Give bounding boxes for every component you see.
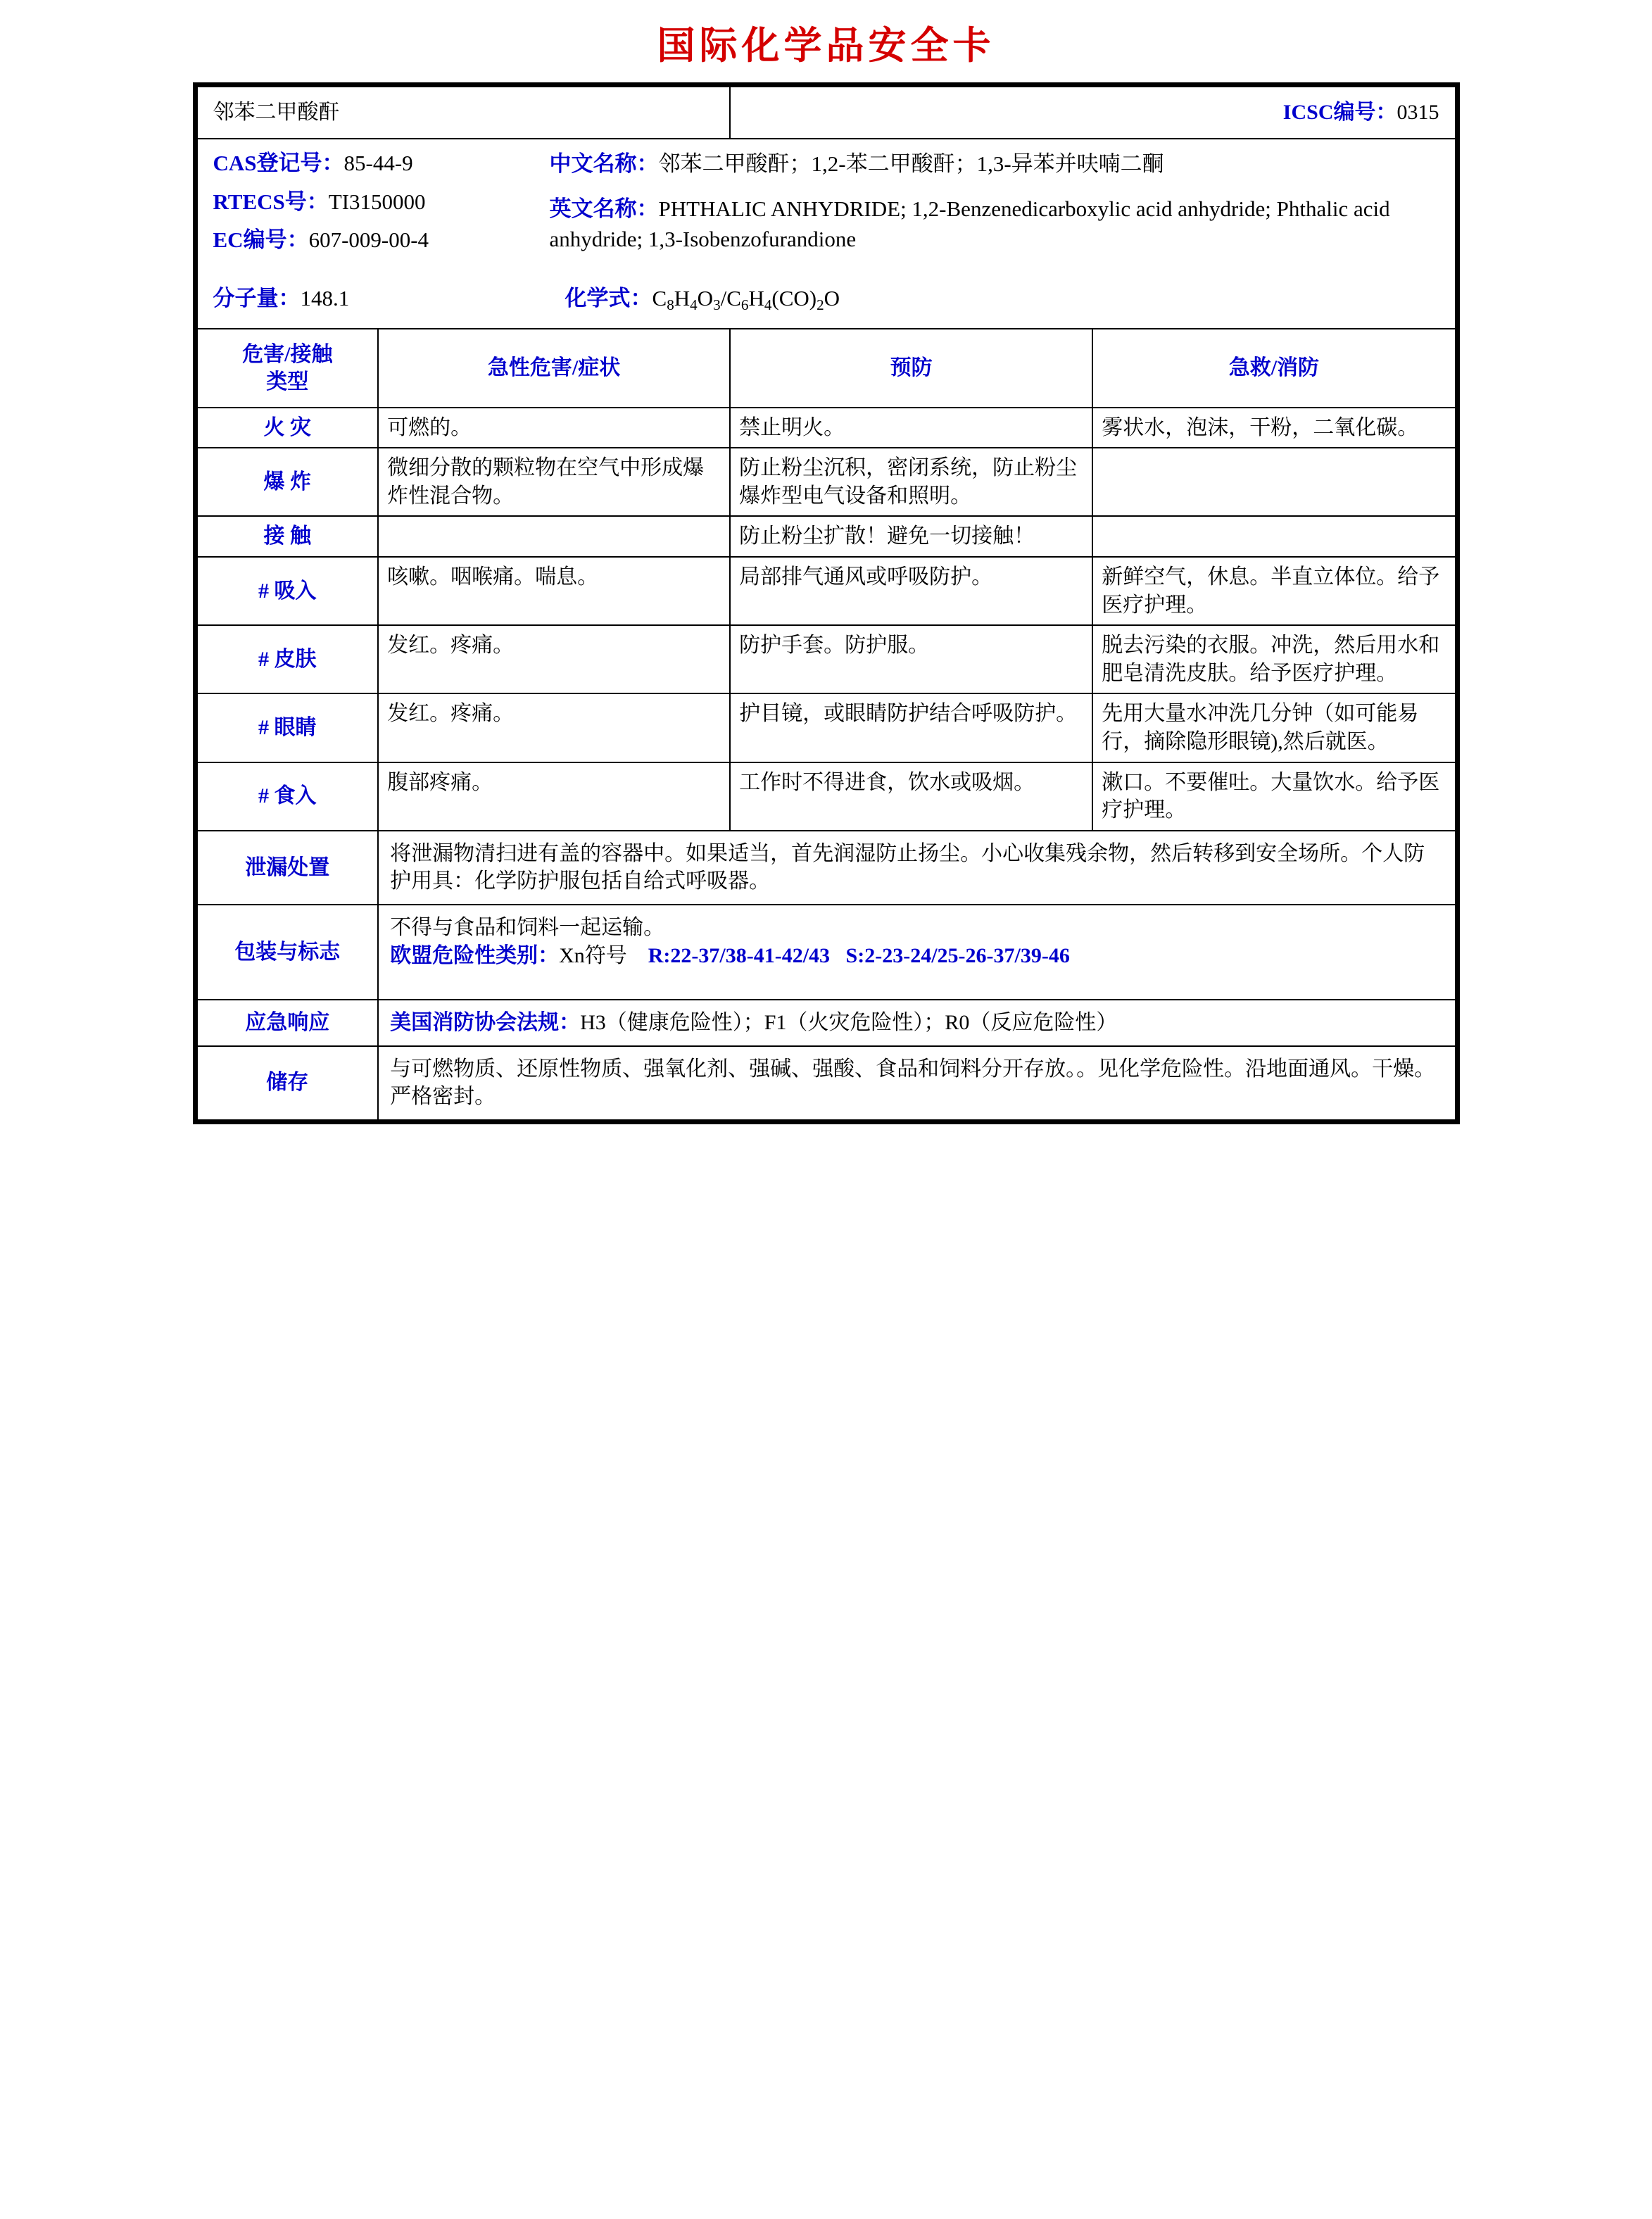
cell-explosion-hazard: 微细分散的颗粒物在空气中形成爆炸性混合物。 <box>378 448 730 516</box>
row-label-ingestion: # 食入 <box>197 762 379 831</box>
cell-eyes-hazard: 发红。疼痛。 <box>378 693 730 762</box>
english-name-label: 英文名称： <box>549 196 659 222</box>
packaging-line1: 不得与食品和饲料一起运输。 <box>390 915 665 939</box>
cas-label: CAS登记号： <box>213 150 344 175</box>
formula-value: $C_8H_4O_3/C_6H_4(CO)_2O$ <box>652 285 840 313</box>
identity-cell <box>197 139 1456 329</box>
table-row <box>197 905 1456 1000</box>
packaging-eu-line <box>390 942 1443 970</box>
row-label-skin: # 皮肤 <box>197 625 379 693</box>
cell-skin-firstaid: 脱去污染的衣服。冲洗，然后用水和肥皂清洗皮肤。给予医疗护理。 <box>1092 625 1455 693</box>
ec-value: 607-009-00-4 <box>308 227 429 253</box>
rtecs-line <box>213 188 550 217</box>
ec-label: EC编号： <box>213 227 309 253</box>
row-label-explosion: 爆 炸 <box>197 448 379 516</box>
cell-eyes-prevention: 护目镜，或眼睛防护结合呼吸防护。 <box>730 693 1092 762</box>
icsc-number: 0315 <box>1396 101 1439 124</box>
cell-fire-firstaid: 雾状水，泡沫，干粉，二氧化碳。 <box>1092 408 1455 448</box>
s-phrases: S:2-23-24/25-26-37/39-46 <box>845 943 1070 967</box>
cell-fire-hazard: 可燃的。 <box>378 408 730 448</box>
cell-exposure-firstaid <box>1092 516 1455 557</box>
cell-explosion-prevention: 防止粉尘沉积，密闭系统，防止粉尘爆炸型电气设备和照明。 <box>730 448 1092 516</box>
icsc-label: ICSC编号： <box>1282 101 1397 124</box>
cas-value: 85-44-9 <box>343 150 413 175</box>
cell-emergency <box>378 1000 1455 1046</box>
column-header-firstaid: 急救/消防 <box>1092 329 1455 408</box>
cell-spillage-text: 将泄漏物清扫进有盖的容器中。如果适当，首先润湿防止扬尘。小心收集残余物，然后转移到安全场所。个人防护用具：化学防护服包括自给式呼吸器。 <box>378 831 1455 905</box>
nfpa-label: 美国消防协会法规： <box>390 1011 581 1035</box>
safety-card <box>193 82 1460 1124</box>
cell-exposure-prevention: 防止粉尘扩散！避免一切接触！ <box>730 516 1092 557</box>
cell-packaging <box>378 905 1455 1000</box>
cell-ingestion-prevention: 工作时不得进食，饮水或吸烟。 <box>730 762 1092 831</box>
english-name-value: PHTHALIC ANHYDRIDE; 1,2-Benzenedicarboxylic acid anhydride; Phthalic acid anhydride; 1,3-Isobenzofurandione <box>549 196 1390 252</box>
cell-skin-hazard: 发红。疼痛。 <box>378 625 730 693</box>
formula-label: 化学式： <box>565 285 652 310</box>
chinese-name-value: 邻苯二甲酸酐；1,2-苯二甲酸酐；1,3-异苯并呋喃二酮 <box>658 151 1164 176</box>
molecular-weight <box>213 284 565 315</box>
cell-fire-prevention: 禁止明火。 <box>730 408 1092 448</box>
row-label-spillage: 泄漏处置 <box>197 831 379 905</box>
row-label-emergency: 应急响应 <box>197 1000 379 1046</box>
rtecs-value: TI3150000 <box>328 189 426 214</box>
cell-eyes-firstaid: 先用大量水冲洗几分钟（如可能易行，摘除隐形眼镜),然后就医。 <box>1092 693 1455 762</box>
formula-row <box>198 277 1455 328</box>
column-header-row <box>197 329 1456 408</box>
icsc-table <box>196 86 1456 1121</box>
table-row <box>197 1046 1456 1120</box>
mw-value: 148.1 <box>300 285 350 310</box>
row-label-exposure: 接 触 <box>197 516 379 557</box>
table-row <box>197 831 1456 905</box>
cell-storage-text: 与可燃物质、还原性物质、强氧化剂、强碱、强酸、食品和饲料分开存放。。见化学危险性。沿地面通风。干燥。严格密封。 <box>378 1046 1455 1120</box>
row-label-fire: 火 灾 <box>197 408 379 448</box>
identity-right-column <box>550 139 1455 277</box>
cell-inhalation-hazard: 咳嗽。咽喉痛。喘息。 <box>378 557 730 625</box>
eu-class-label: 欧盟危险性类别： <box>390 943 560 967</box>
column-header-hazard: 急性危害/症状 <box>378 329 730 408</box>
cas-line <box>213 149 550 178</box>
table-row <box>197 693 1456 762</box>
column-header-type-line2: 类型 <box>266 370 309 394</box>
chemical-formula <box>565 284 1455 315</box>
row-label-packaging: 包装与标志 <box>197 905 379 1000</box>
cell-explosion-firstaid <box>1092 448 1455 516</box>
eu-class-value: Xn符号 <box>559 943 627 967</box>
column-header-prevention: 预防 <box>730 329 1092 408</box>
english-name-line <box>550 194 1439 255</box>
table-row <box>197 1000 1456 1046</box>
substance-name-cell <box>197 87 731 139</box>
mw-label: 分子量： <box>213 285 301 310</box>
card-header-row <box>197 87 1456 139</box>
table-row <box>197 448 1456 516</box>
cell-exposure-hazard <box>378 516 730 557</box>
ec-line <box>213 226 550 255</box>
identity-left-column <box>198 139 550 277</box>
column-header-type-line1: 危害/接触 <box>242 342 333 366</box>
table-row <box>197 762 1456 831</box>
cell-inhalation-firstaid: 新鲜空气，休息。半直立体位。给予医疗护理。 <box>1092 557 1455 625</box>
row-label-eyes: # 眼睛 <box>197 693 379 762</box>
table-row <box>197 516 1456 557</box>
rtecs-label: RTECS号： <box>213 189 329 214</box>
column-header-type <box>197 329 379 408</box>
r-phrases: R:22-37/38-41-42/43 <box>648 943 831 967</box>
row-label-inhalation: # 吸入 <box>197 557 379 625</box>
table-row <box>197 408 1456 448</box>
identity-flex <box>198 139 1455 277</box>
identity-row <box>197 139 1456 329</box>
cell-ingestion-hazard: 腹部疼痛。 <box>378 762 730 831</box>
icsc-number-cell <box>730 87 1455 139</box>
cell-inhalation-prevention: 局部排气通风或呼吸防护。 <box>730 557 1092 625</box>
cell-skin-prevention: 防护手套。防护服。 <box>730 625 1092 693</box>
table-row <box>197 557 1456 625</box>
chinese-name-label: 中文名称： <box>549 151 659 176</box>
nfpa-value: H3（健康危险性）；F1（火灾危险性）；R0（反应危险性） <box>580 1011 1118 1035</box>
row-label-storage: 储存 <box>197 1046 379 1120</box>
chinese-name-line <box>550 149 1439 180</box>
table-row <box>197 625 1456 693</box>
page-title: 国际化学品安全卡 <box>657 23 995 68</box>
packaging-spacer <box>390 969 1443 991</box>
cell-ingestion-firstaid: 漱口。不要催吐。大量饮水。给予医疗护理。 <box>1092 762 1455 831</box>
substance-name: 邻苯二甲酸酐 <box>213 101 340 124</box>
